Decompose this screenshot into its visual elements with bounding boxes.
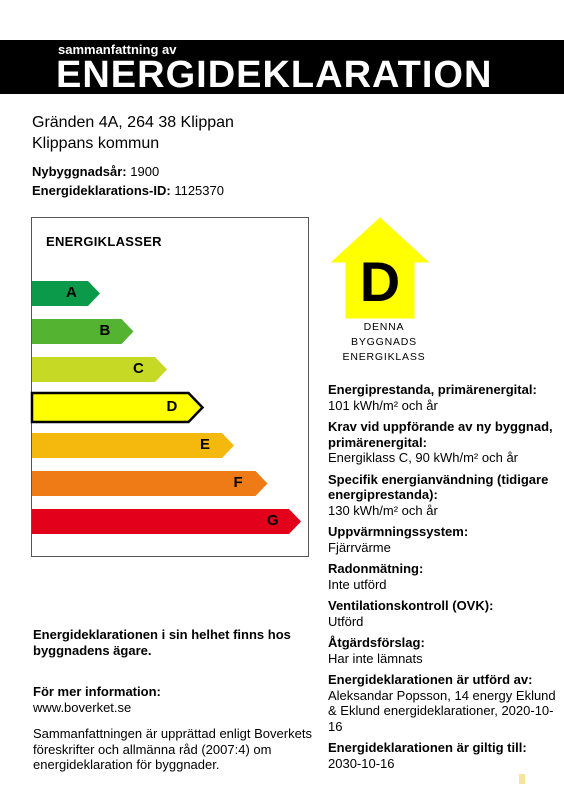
energy-class-e xyxy=(32,433,240,458)
energy-class-badge xyxy=(330,216,430,363)
declaration-id-value: 1125370 xyxy=(174,183,224,198)
energy-class-label: B xyxy=(99,322,111,339)
energy-class-label: D xyxy=(166,398,178,415)
address-line-1: Gränden 4A, 264 38 Klippan xyxy=(32,114,234,131)
energy-class-heading: ENERGIKLASSER xyxy=(46,234,162,249)
detail-label: Uppvärmningssystem: xyxy=(328,524,469,539)
detail-item xyxy=(328,598,560,629)
detail-label: Krav vid uppförande av ny byggnad, primärenergital: xyxy=(328,419,553,450)
more-info-label: För mer information: xyxy=(33,684,161,699)
build-year-label: Nybyggnadsår: xyxy=(32,164,127,179)
energy-class-a xyxy=(32,281,106,306)
energy-class-panel xyxy=(31,217,309,557)
detail-item xyxy=(328,524,560,555)
energy-class-arrow-c xyxy=(32,357,173,388)
energy-class-arrow-b xyxy=(32,319,140,350)
property-meta xyxy=(32,162,224,200)
badge-letter: D xyxy=(359,250,401,313)
detail-item xyxy=(328,472,560,519)
declaration-id-label: Energideklarations-ID: xyxy=(32,183,171,198)
property-address xyxy=(32,112,234,154)
detail-label: Ventilationskontroll (OVK): xyxy=(328,598,494,613)
energy-class-label: F xyxy=(233,474,243,491)
energy-class-b xyxy=(32,319,140,344)
detail-label: Radonmätning: xyxy=(328,561,424,576)
detail-item xyxy=(328,419,560,466)
address-line-2: Klippans kommun xyxy=(32,135,160,152)
detail-value: Fjärrvärme xyxy=(328,539,391,555)
more-info-link[interactable]: www.boverket.se xyxy=(33,699,132,715)
header-subtitle: sammanfattning av xyxy=(58,42,177,57)
detail-label: Energideklarationen är giltig till: xyxy=(328,740,527,755)
energy-class-f xyxy=(32,471,274,496)
detail-value: 130 kWh/m² och år xyxy=(328,502,438,518)
energy-class-label: C xyxy=(133,360,144,377)
badge-caption-line-1: DENNA BYGGNADS xyxy=(351,321,417,348)
details-list xyxy=(328,382,560,777)
energy-class-label: G xyxy=(267,512,279,529)
detail-item xyxy=(328,672,560,734)
detail-item xyxy=(328,561,560,592)
detail-value: Aleksandar Popsson, 14 energy Eklund & Eklund energideklarationer, 2020-10-16 xyxy=(328,687,556,734)
info-block xyxy=(33,627,313,773)
declaration-id-row xyxy=(32,181,224,200)
energy-class-label: E xyxy=(200,436,211,453)
build-year-value: 1900 xyxy=(130,164,160,179)
detail-item xyxy=(328,635,560,666)
energy-class-d xyxy=(32,395,207,420)
detail-item xyxy=(328,740,560,771)
detail-label: Energiprestanda, primärenergital: xyxy=(328,382,537,397)
detail-value: Energiklass C, 90 kWh/m² och år xyxy=(328,450,519,465)
detail-value: 2030-10-16 xyxy=(328,755,395,771)
detail-label: Specifik energianvändning (tidigare energiprestanda): xyxy=(328,471,549,502)
header-bar xyxy=(0,40,564,94)
detail-label: Energideklarationen är utförd av: xyxy=(328,672,533,687)
legal-note: Sammanfattningen är upprättad enligt Boverkets föreskrifter och allmänna råd (2007:4) om energideklaration för byggnader. xyxy=(33,726,312,772)
full-declaration-note: Energideklarationen i sin helhet finns hos byggnadens ägare. xyxy=(33,627,291,658)
energy-class-g xyxy=(32,509,307,534)
energy-class-c xyxy=(32,357,173,382)
badge-caption xyxy=(330,320,438,365)
detail-item xyxy=(328,382,560,413)
page-title: ENERGIDEKLARATION xyxy=(56,54,493,96)
energy-class-arrow-d xyxy=(32,395,207,426)
detail-label: Åtgärdsförslag: xyxy=(328,635,425,650)
energy-class-arrow-g xyxy=(32,509,307,540)
corner-mark xyxy=(519,774,525,784)
badge-caption-line-2: ENERGIKLASS xyxy=(342,351,426,363)
detail-value: Inte utförd xyxy=(328,576,387,592)
detail-value: 101 kWh/m² och år xyxy=(328,397,438,413)
build-year-row xyxy=(32,162,224,181)
detail-value: Utförd xyxy=(328,613,364,629)
detail-value: Har inte lämnats xyxy=(328,650,423,666)
energy-class-label: A xyxy=(66,284,77,301)
